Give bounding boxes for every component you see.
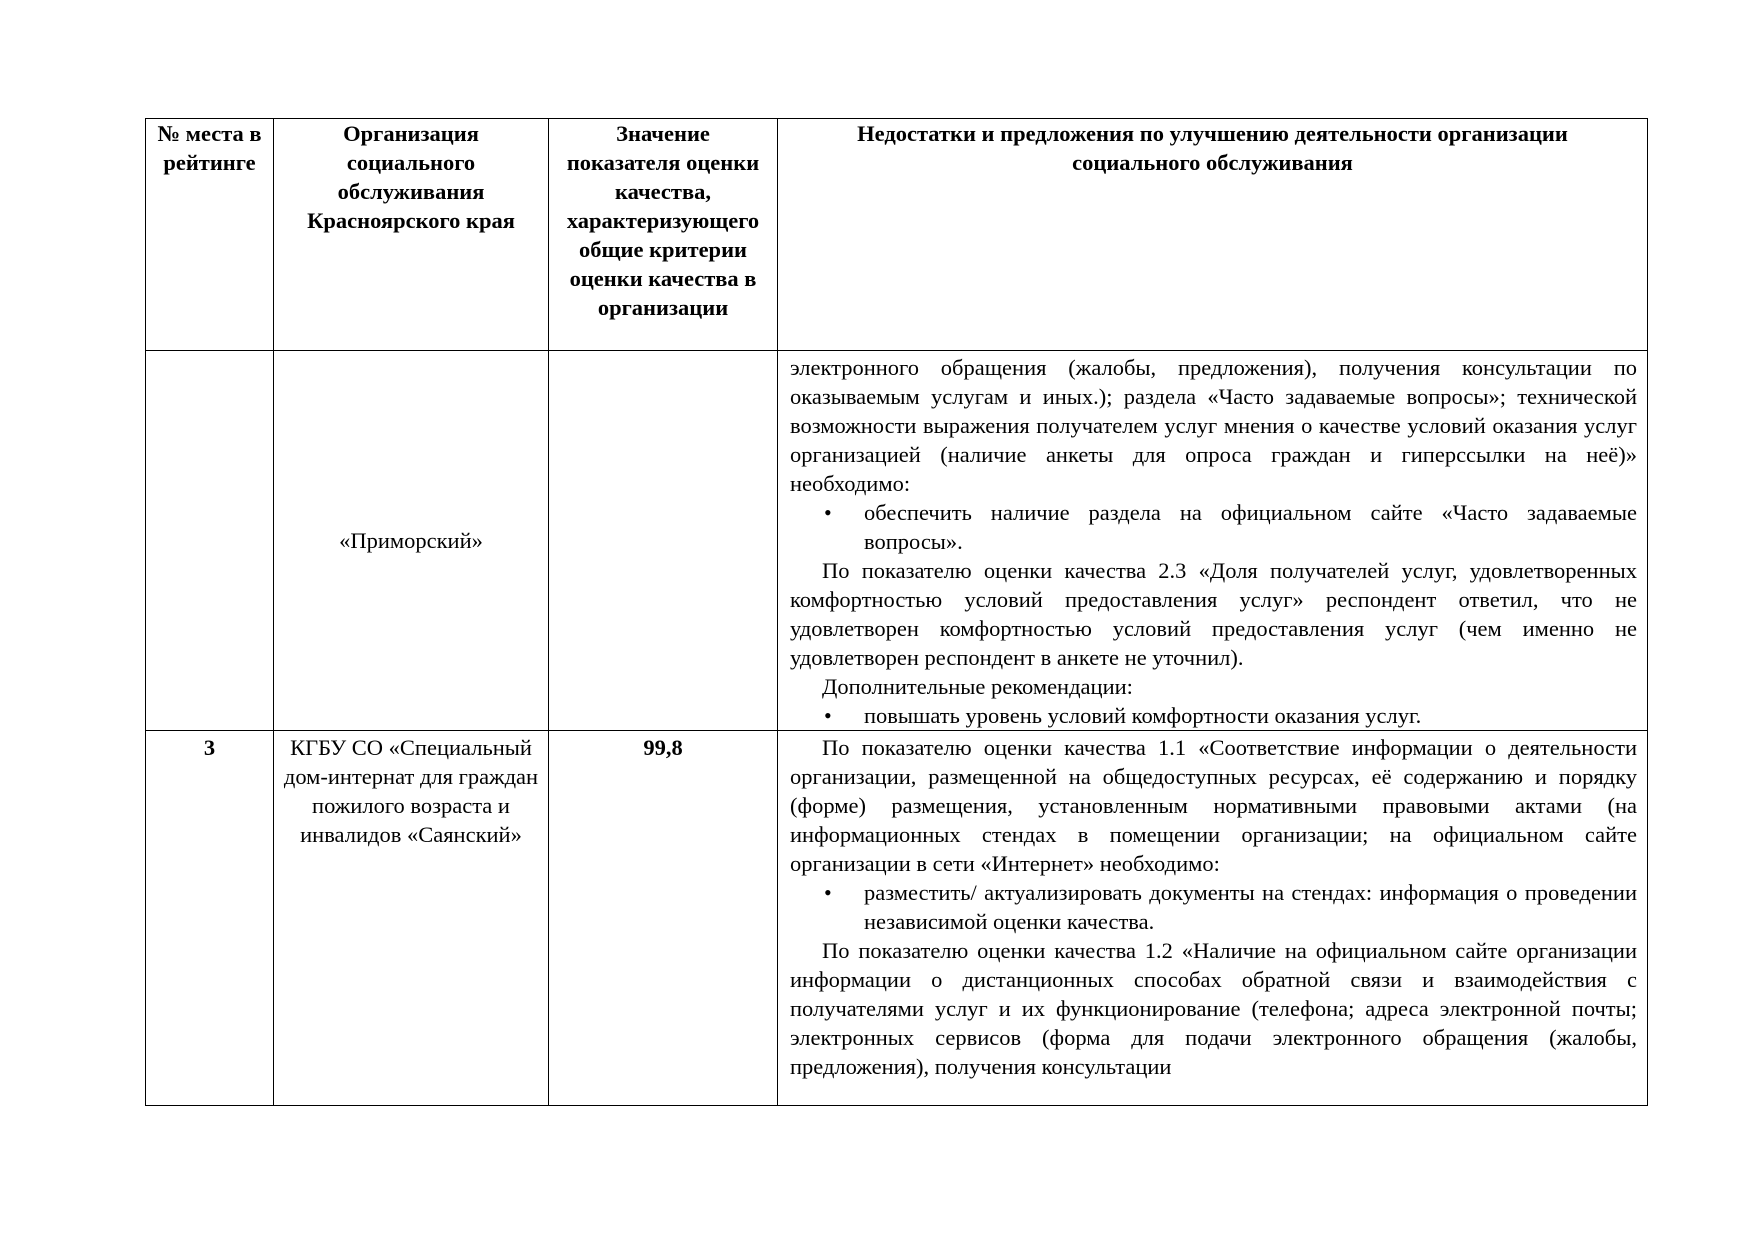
organization-cell: КГБУ СО «Специальный дом-интернат для граждан пожилого возраста и инвалидов «Саянский»	[274, 731, 549, 1106]
header-rank: № места в рейтинге	[146, 119, 274, 351]
header-recommendations: Недостатки и предложения по улучшению деятельности организации социального обслуживания	[778, 119, 1648, 351]
recommendation-paragraph: По показателю оценки качества 1.1 «Соответствие информации о деятельности организации, размещенной на общедоступных ресурсах, её содержанию и порядку (форме) размещения, установленным нормативными правовыми актами (на информационных стендах в помещении организации; на официальном сайте организации в сети «Интернет» необходимо:	[790, 735, 1637, 876]
rank-cell: 3	[146, 731, 274, 1106]
header-score: Значение показателя оценки качества, характеризующего общие критерии оценки качества в организации	[549, 119, 778, 351]
recommendation-paragraph: По показателю оценки качества 1.2 «Наличие на официальном сайте организации информации о дистанционных способах обратной связи и взаимодействия с получателями услуг и их функционирование (телефона; адреса электронной почты; электронных сервисов (форма для подачи электронного обращения (жалобы, предложения), получения консультации	[790, 938, 1637, 1079]
rank-cell	[146, 351, 274, 731]
organization-cell: «Приморский»	[274, 351, 549, 731]
bullet-list	[790, 498, 1637, 556]
bullet-list	[790, 701, 1637, 730]
table-row	[146, 351, 1648, 731]
bullet-item	[824, 701, 1637, 730]
rating-table	[145, 118, 1648, 1106]
recommendations-text	[790, 733, 1637, 1081]
score-cell: 99,8	[549, 731, 778, 1106]
bullet-text: повышать уровень условий комфортности оказания услуг.	[864, 703, 1422, 728]
recommendation-paragraph: По показателю оценки качества 2.3 «Доля получателей услуг, удовлетворенных комфортностью условий предоставления услуг» респондент ответил, что не удовлетворен комфортностью условий предоставления услуг (чем именно не удовлетворен респондент в анкете не уточнил).	[790, 558, 1637, 670]
bullet-icon: •	[824, 703, 832, 728]
recommendations-cell	[778, 351, 1648, 731]
bullet-text: разместить/ актуализировать документы на стендах: информация о проведении независимой оценки качества.	[864, 880, 1637, 934]
bullet-list	[790, 878, 1637, 936]
score-cell	[549, 351, 778, 731]
table-row	[146, 731, 1648, 1106]
bullet-text: обеспечить наличие раздела на официальном сайте «Часто задаваемые вопросы».	[864, 500, 1637, 554]
bullet-item	[824, 878, 1637, 936]
table-header-row	[146, 119, 1648, 351]
bullet-icon: •	[824, 500, 832, 525]
header-organization: Организация социального обслуживания Красноярского края	[274, 119, 549, 351]
recommendations-cell	[778, 731, 1648, 1106]
bullet-icon: •	[824, 880, 832, 905]
recommendation-paragraph: электронного обращения (жалобы, предложения), получения консультации по оказываемым услугам и иных.); раздела «Часто задаваемые вопросы»; технической возможности выражения получателем услуг мнения о качестве условий оказания услуг организацией (наличие анкеты для опроса граждан и гиперссылки на неё)» необходимо:	[790, 355, 1637, 496]
bullet-item	[824, 498, 1637, 556]
recommendation-paragraph: Дополнительные рекомендации:	[822, 674, 1133, 699]
